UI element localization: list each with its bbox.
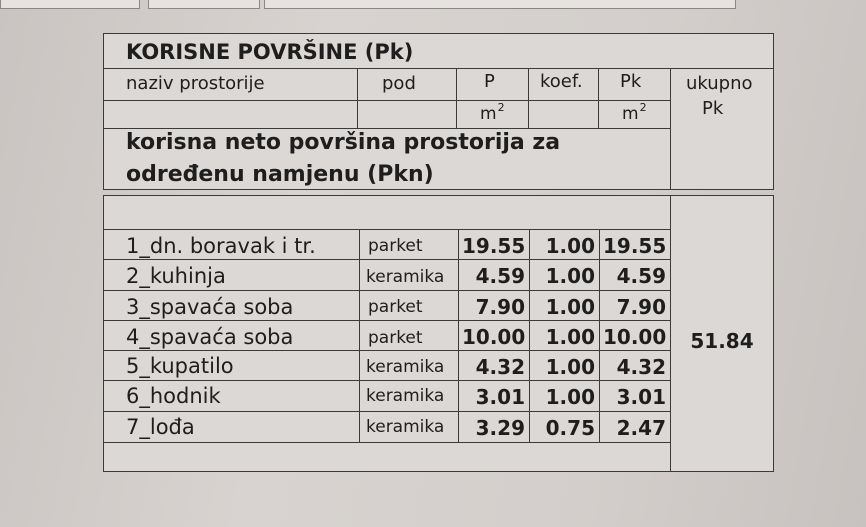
border [103,471,774,472]
border [103,380,670,381]
border [103,195,104,472]
border [103,320,670,321]
previous-table-edge [264,0,736,9]
col-header-pod: pod [382,73,416,94]
row-5-floor: keramika [366,357,445,377]
row-4-koef: 1.00 [545,325,595,349]
unit-exponent: 2 [497,101,505,114]
row-1-name: 1_dn. boravak i tr. [126,234,316,258]
col-header-ukupno: ukupno [686,73,753,94]
border [458,229,459,442]
row-1-floor: parket [368,236,423,256]
border [529,229,530,442]
border [773,195,774,472]
border [103,290,670,291]
border [357,68,358,129]
col-header-koef: koef. [540,71,583,92]
row-2-floor: keramika [366,267,445,287]
row-2-name: 2_kuhinja [126,264,226,288]
section-heading-line1: korisna neto površina prostorija za [126,130,561,155]
border [103,229,670,230]
previous-table-edge [148,0,260,9]
row-1-p: 19.55 [462,234,526,258]
border [103,195,774,196]
row-6-pk: 3.01 [616,385,666,409]
row-6-floor: keramika [366,386,445,406]
border [103,350,670,351]
col-header-p: P [484,71,495,92]
border [103,189,774,190]
border [359,229,360,442]
row-4-pk: 10.00 [603,325,667,349]
border [103,33,774,34]
row-3-koef: 1.00 [545,295,595,319]
row-5-koef: 1.00 [545,355,595,379]
row-6-name: 6_hodnik [126,384,221,408]
row-5-pk: 4.32 [616,355,666,379]
row-7-name: 7_lođa [126,415,195,439]
row-3-name: 3_spavaća soba [126,295,294,319]
unit-base: m [622,104,639,124]
row-2-p: 4.59 [475,264,525,288]
previous-table-edge [0,0,140,9]
unit-base: m [480,104,497,124]
row-3-p: 7.90 [475,295,525,319]
total-value: 51.84 [690,329,754,353]
row-3-floor: parket [368,297,423,317]
row-2-koef: 1.00 [545,264,595,288]
table-title: KORISNE POVRŠINE (Pk) [126,40,414,64]
row-4-name: 4_spavaća soba [126,325,294,349]
border [103,68,774,69]
row-7-koef: 0.75 [545,416,595,440]
border [103,442,670,443]
unit-exponent: 2 [639,101,647,114]
unit-p [480,101,505,124]
border [103,33,104,190]
border [670,68,671,190]
border [773,33,774,190]
row-6-koef: 1.00 [545,385,595,409]
col-header-ukupno-pk: Pk [702,98,724,119]
row-7-pk: 2.47 [616,416,666,440]
border [456,68,457,129]
row-4-floor: parket [368,328,423,348]
row-7-floor: keramika [366,417,445,437]
border [598,68,599,129]
col-header-naziv: naziv prostorije [126,73,265,94]
row-2-pk: 4.59 [616,264,666,288]
border [599,229,600,442]
border [103,259,670,260]
unit-pk [622,101,647,124]
row-7-p: 3.29 [475,416,525,440]
row-5-name: 5_kupatilo [126,354,234,378]
row-5-p: 4.32 [475,355,525,379]
border [103,100,670,101]
row-6-p: 3.01 [475,385,525,409]
row-3-pk: 7.90 [616,295,666,319]
border [103,411,670,412]
section-heading-line2: određenu namjenu (Pkn) [126,162,434,187]
row-1-pk: 19.55 [603,234,667,258]
col-header-pk: Pk [620,71,642,92]
row-1-koef: 1.00 [545,234,595,258]
border [103,128,670,129]
border [528,68,529,129]
row-4-p: 10.00 [462,325,526,349]
